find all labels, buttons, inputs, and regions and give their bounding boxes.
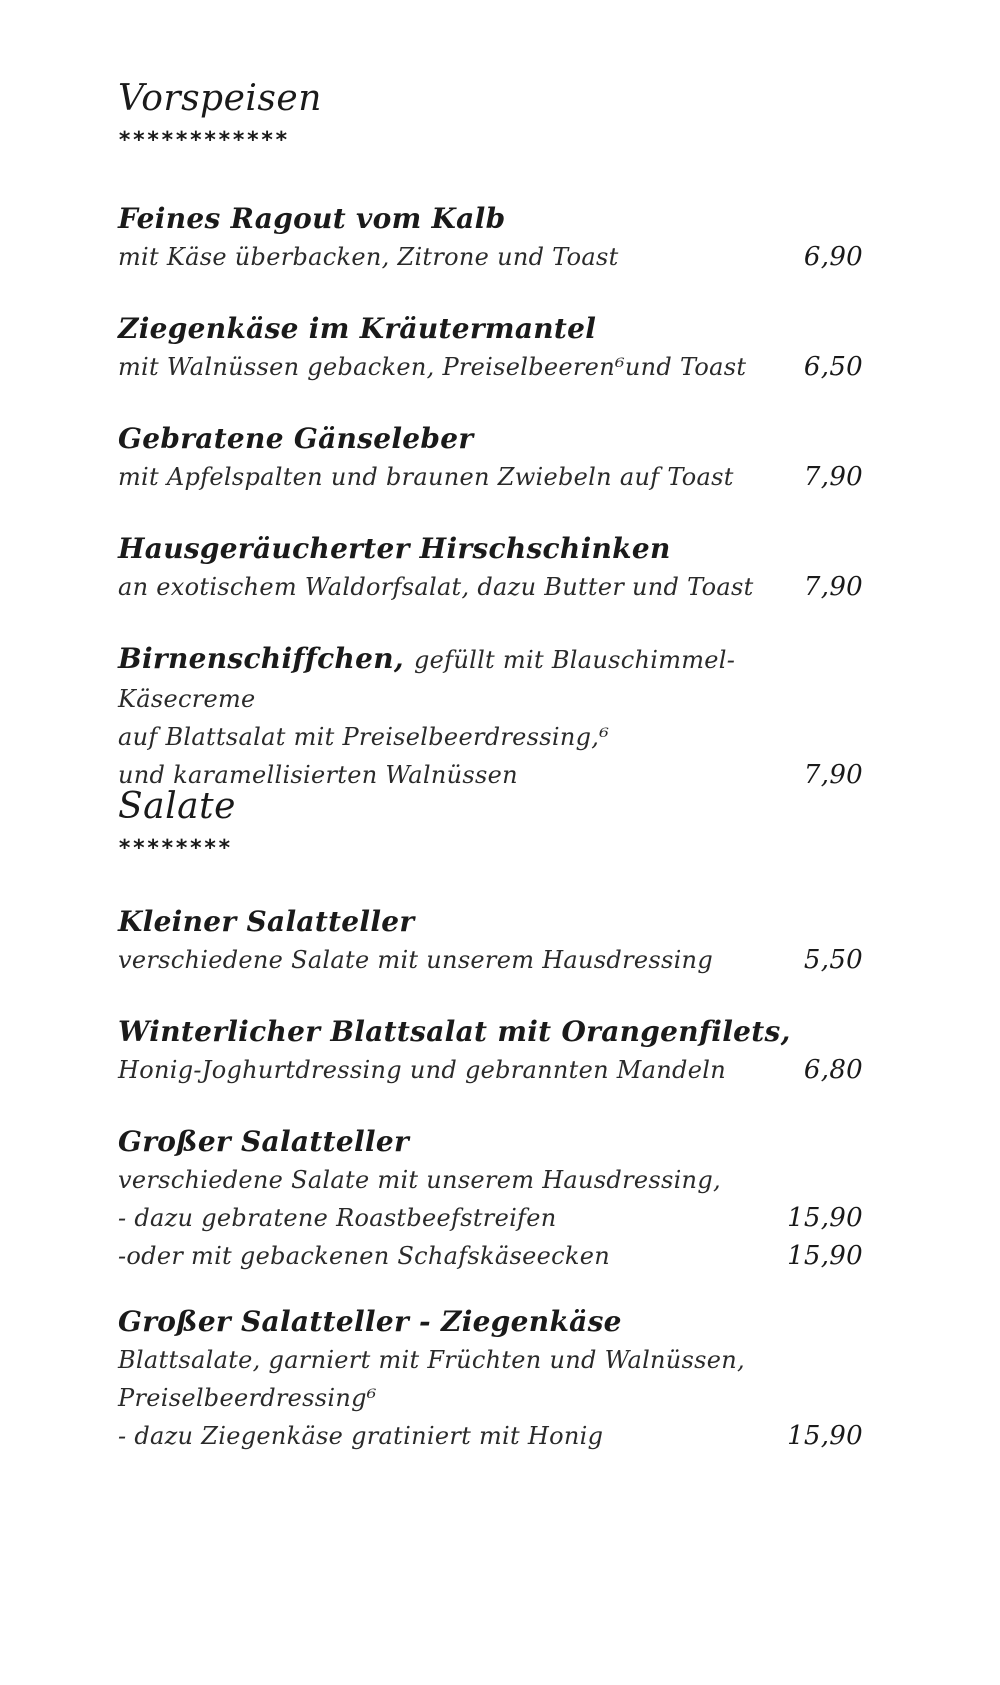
dish-description: - dazu Ziegenkäse gratiniert mit Honig 15,90: [118, 1417, 863, 1455]
dish-description: mit Walnüssen gebacken, Preiselbeeren⁶und Toast 6,50: [118, 348, 863, 386]
dish-description: verschiedene Salate mit unserem Hausdressing 5,50: [118, 941, 863, 979]
section-divider-stars: ********: [118, 836, 232, 861]
menu-item: [118, 420, 863, 496]
dish-description: - dazu gebratene Roastbeefstreifen 15,90: [118, 1199, 863, 1237]
dish-description: verschiedene Salate mit unserem Hausdressing,: [118, 1166, 721, 1194]
dish-price: 6,50: [803, 352, 863, 382]
section-title-vorspeisen: Vorspeisen: [118, 78, 322, 119]
dish-price: 7,90: [803, 572, 863, 602]
section-divider-stars: ************: [118, 128, 289, 153]
dish-name: Feines Ragout vom Kalb: [118, 202, 506, 235]
dish-name: Ziegenkäse im Kräutermantel: [118, 312, 597, 345]
dish-name: Winterlicher Blattsalat mit Orangenfilets,: [118, 1015, 791, 1048]
menu-item: [118, 530, 863, 606]
dish-name: Großer Salatteller: [118, 1125, 409, 1158]
dish-price: 6,90: [803, 242, 863, 272]
menu-item: [118, 1123, 863, 1275]
section-title-salate: Salate: [118, 786, 236, 827]
dish-description: Blattsalate, garniert mit Früchten und Walnüssen,: [118, 1346, 745, 1374]
dish-description: -oder mit gebackenen Schafskäseecken 15,90: [118, 1237, 863, 1275]
menu-item: [118, 310, 863, 386]
menu-item: [118, 1303, 863, 1455]
dish-inline-description: gefüllt mit Blauschimmel-Käsecreme: [118, 646, 736, 713]
menu-item: [118, 903, 863, 979]
dish-price: 6,80: [803, 1055, 863, 1085]
dish-price: 15,90: [787, 1241, 863, 1271]
dish-description: mit Käse überbacken, Zitrone und Toast 6,90: [118, 238, 863, 276]
menu-item: [118, 1013, 863, 1089]
dish-description: Honig-Joghurtdressing und gebrannten Mandeln 6,80: [118, 1051, 863, 1089]
dish-description: und karamellisierten Walnüssen 7,90: [118, 756, 863, 794]
dish-name: Großer Salatteller - Ziegenkäse: [118, 1305, 622, 1338]
dish-name: Birnenschiffchen, gefüllt mit Blauschimmel-Käsecreme: [118, 642, 736, 713]
dish-price: 5,50: [803, 945, 863, 975]
dish-name: Hausgeräucherter Hirschschinken: [118, 532, 671, 565]
dish-price: 15,90: [787, 1203, 863, 1233]
dish-name: Gebratene Gänseleber: [118, 422, 474, 455]
dish-description: auf Blattsalat mit Preiselbeerdressing,⁶: [118, 723, 610, 751]
dish-name: Kleiner Salatteller: [118, 905, 415, 938]
dish-description: Preiselbeerdressing⁶: [118, 1384, 377, 1412]
dish-price: 15,90: [787, 1421, 863, 1451]
dish-price: 7,90: [803, 760, 863, 790]
dish-description: mit Apfelspalten und braunen Zwiebeln auf Toast 7,90: [118, 458, 863, 496]
menu-item: [118, 640, 863, 794]
dish-price: 7,90: [803, 462, 863, 492]
dish-description: an exotischem Waldorfsalat, dazu Butter und Toast 7,90: [118, 568, 863, 606]
menu-item: [118, 200, 863, 276]
